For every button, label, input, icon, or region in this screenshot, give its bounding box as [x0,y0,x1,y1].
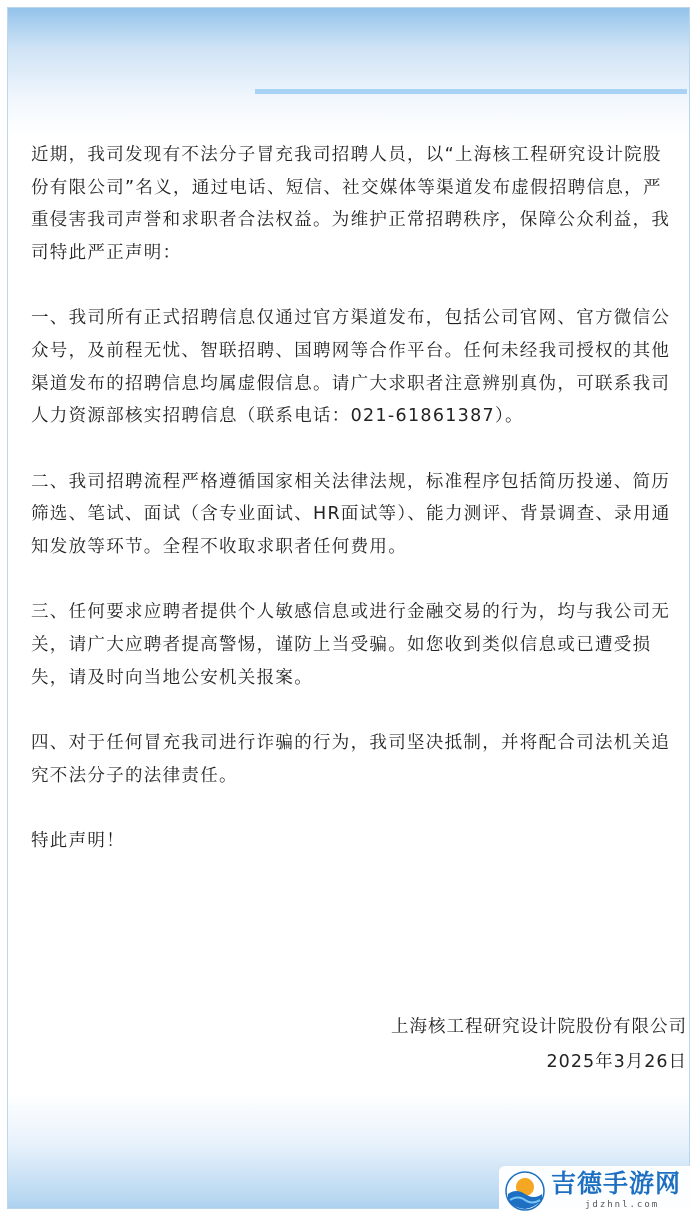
header-accent-bar [255,89,687,94]
closing-paragraph: 特此声明！ [31,830,125,851]
clause-2-paragraph: 二、我司招聘流程严格遵循国家相关法律法规，标准程序包括简历投递、简历筛选、笔试、面试（含专业面试、HR面试等）、能力测评、背景调查、录用通知发放等环节。全程不收取求职者任何费用。 [31,471,671,558]
wave-sun-logo-icon [504,1170,546,1212]
intro-paragraph: 近期，我司发现有不法分子冒充我司招聘人员，以“上海核工程研究设计院股份有限公司”名义，通过电话、短信、社交媒体等渠道发布虚假招聘信息，严重侵害我司声誉和求职者合法权益。为维护正常招聘秩序，保障公众利益，我司特此严正声明： [31,145,671,264]
clause-4-paragraph: 四、对于任何冒充我司进行诈骗的行为，我司坚决抵制，并将配合司法机关追究不法分子的法律责任。 [31,732,671,786]
notice-date: 2025年3月26日 [546,1052,687,1072]
watermark-title: 吉德手游网 [551,1169,682,1198]
watermark-domain: jdzhnl.com [585,1200,660,1210]
signature-block [391,1010,687,1080]
site-watermark [499,1166,697,1216]
company-name: 上海核工程研究设计院股份有限公司 [391,1017,687,1037]
notice-body [31,139,671,890]
clause-3-paragraph: 三、任何要求应聘者提供个人敏感信息或进行金融交易的行为，均与我公司无关，请广大应聘者提高警惕，谨防上当受骗。如您收到类似信息或已遭受损失，请及时向当地公安机关报案。 [31,602,671,688]
clause-1-paragraph: 一、我司所有正式招聘信息仅通过官方渠道发布，包括公司官网、官方微信公众号，及前程无忧、智联招聘、国聘网等合作平台。任何未经我司授权的其他渠道发布的招聘信息均属虚假信息。请广大求职者注意辨别真伪，可联系我司人力资源部核实招聘信息（联系电话：021-61861387）。 [31,308,671,427]
